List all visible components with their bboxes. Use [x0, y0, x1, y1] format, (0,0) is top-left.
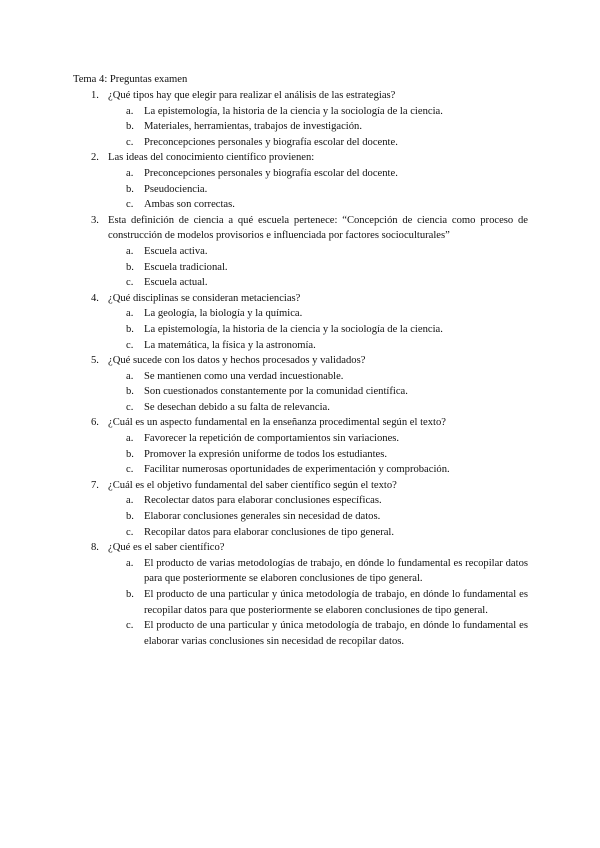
answer-option [73, 197, 528, 213]
option-text: Facilitar numerosas oportunidades de experimentación y comprobación. [144, 464, 450, 476]
answer-option [73, 509, 528, 525]
option-letter: b. [126, 261, 134, 273]
answer-option [73, 338, 528, 354]
answer-option [73, 587, 528, 618]
question-text: ¿Cuál es un aspecto fundamental en la enseñanza procedimental según el texto? [108, 417, 446, 429]
answer-option [73, 275, 528, 291]
option-text: Preconcepciones personales y biografía escolar del docente. [144, 167, 398, 179]
option-text: Escuela actual. [144, 277, 208, 289]
option-letter: a. [126, 433, 134, 445]
option-text: Ambas son correctas. [144, 199, 235, 211]
answer-option [73, 369, 528, 385]
option-text: Se desechan debido a su falta de relevancia. [144, 401, 330, 413]
question-item [73, 291, 528, 307]
question-text: Esta definición de ciencia a qué escuela pertenece: “Concepción de ciencia como proceso de construcción de modelos provisorios e influenciada por factores socioculturales” [108, 214, 528, 242]
option-letter: a. [126, 557, 134, 569]
option-text: El producto de una particular y única metodología de trabajo, en dónde lo fundamental es elaborar varias conclusiones sin necesidad de recopilar datos. [144, 620, 528, 647]
question-text: ¿Qué tipos hay que elegir para realizar el análisis de las estrategias? [108, 90, 396, 101]
option-text: Escuela activa. [144, 245, 208, 257]
option-letter: c. [126, 464, 134, 476]
option-text: La matemática, la física y la astronomía. [144, 339, 316, 351]
option-list [73, 166, 528, 213]
question-item [73, 213, 528, 244]
question-number: 8. [91, 542, 99, 554]
option-text: Pseudociencia. [144, 183, 208, 195]
option-text: La geología, la biología y la química. [144, 308, 303, 320]
question-text: Las ideas del conocimiento científico provienen: [108, 152, 315, 164]
question-number: 6. [91, 417, 99, 429]
option-text: El producto de varias metodologías de trabajo, en dónde lo fundamental es recopilar datos para que posteriormente se elaboren conclusiones de tipo general. [144, 557, 528, 585]
answer-option [73, 431, 528, 447]
option-letter: b. [126, 448, 134, 460]
option-letter: b. [126, 386, 134, 398]
option-text: La epistemología, la historia de la ciencia y la sociología de la ciencia. [144, 323, 443, 335]
answer-option [73, 182, 528, 198]
option-letter: b. [126, 511, 134, 523]
answer-option [73, 400, 528, 416]
question-text: ¿Cuál es el objetivo fundamental del saber científico según el texto? [108, 479, 397, 491]
option-list [73, 244, 528, 291]
option-letter: c. [126, 620, 134, 632]
question-item [73, 150, 528, 166]
question-text: ¿Qué es el saber científico? [108, 542, 225, 554]
option-letter: c. [126, 199, 134, 211]
answer-option [73, 135, 528, 151]
option-list [73, 104, 528, 151]
answer-option [73, 618, 528, 649]
option-text: Se mantienen como una verdad incuestionable. [144, 370, 344, 382]
question-item [73, 478, 528, 494]
question-number: 1. [91, 90, 99, 101]
question-item [73, 353, 528, 369]
option-text: Escuela tradicional. [144, 261, 228, 273]
option-text: Recopilar datos para elaborar conclusiones de tipo general. [144, 526, 395, 538]
option-text: El producto de una particular y única metodología de trabajo, en dónde lo fundamental es recopilar datos para que posteriormente se elaboren conclusiones de tipo general. [144, 589, 528, 616]
answer-option [73, 447, 528, 463]
question-list [73, 88, 528, 649]
option-letter: c. [126, 277, 134, 289]
option-list [73, 306, 528, 353]
option-text: Son cuestionados constantemente por la comunidad científica. [144, 386, 408, 398]
option-text: Preconcepciones personales y biografía escolar del docente. [144, 136, 398, 148]
option-letter: b. [126, 589, 134, 600]
question-number: 5. [91, 355, 99, 367]
answer-option [73, 556, 528, 587]
option-letter: a. [126, 308, 134, 320]
question-item [73, 415, 528, 431]
option-letter: c. [126, 136, 134, 148]
option-letter: b. [126, 323, 134, 335]
option-list [73, 431, 528, 478]
answer-option [73, 260, 528, 276]
option-text: Favorecer la repetición de comportamientos sin variaciones. [144, 433, 400, 445]
option-text: Elaborar conclusiones generales sin necesidad de datos. [144, 511, 381, 523]
question-number: 7. [91, 479, 99, 491]
option-list [73, 493, 528, 540]
option-text: Recolectar datos para elaborar conclusiones específicas. [144, 495, 382, 507]
option-list [73, 369, 528, 416]
question-number: 4. [91, 292, 99, 304]
option-text: Materiales, herramientas, trabajos de investigación. [144, 121, 362, 133]
question-number: 3. [91, 214, 99, 226]
option-letter: c. [126, 401, 134, 413]
question-text: ¿Qué disciplinas se consideran metaciencias? [108, 292, 301, 304]
document-title: Tema 4: Preguntas examen [73, 74, 188, 85]
question-text: ¿Qué sucede con los datos y hechos procesados y validados? [108, 355, 366, 367]
answer-option [73, 119, 528, 135]
question-item [73, 540, 528, 556]
option-letter: c. [126, 339, 134, 351]
option-letter: b. [126, 183, 134, 195]
option-letter: a. [126, 105, 134, 117]
answer-option [73, 322, 528, 338]
answer-option [73, 525, 528, 541]
question-number: 2. [91, 152, 99, 164]
option-letter: a. [126, 495, 134, 507]
question-item [73, 88, 528, 104]
option-text: Promover la expresión uniforme de todos los estudiantes. [144, 448, 388, 460]
answer-option [73, 384, 528, 400]
option-letter: b. [126, 121, 134, 133]
option-letter: c. [126, 526, 134, 538]
option-list [73, 556, 528, 650]
option-text: La epistemología, la historia de la ciencia y la sociología de la ciencia. [144, 105, 443, 117]
option-letter: a. [126, 245, 134, 257]
option-letter: a. [126, 167, 134, 179]
answer-option [73, 306, 528, 322]
answer-option [73, 493, 528, 509]
answer-option [73, 462, 528, 478]
option-letter: a. [126, 370, 134, 382]
answer-option [73, 104, 528, 120]
answer-option [73, 166, 528, 182]
answer-option [73, 244, 528, 260]
